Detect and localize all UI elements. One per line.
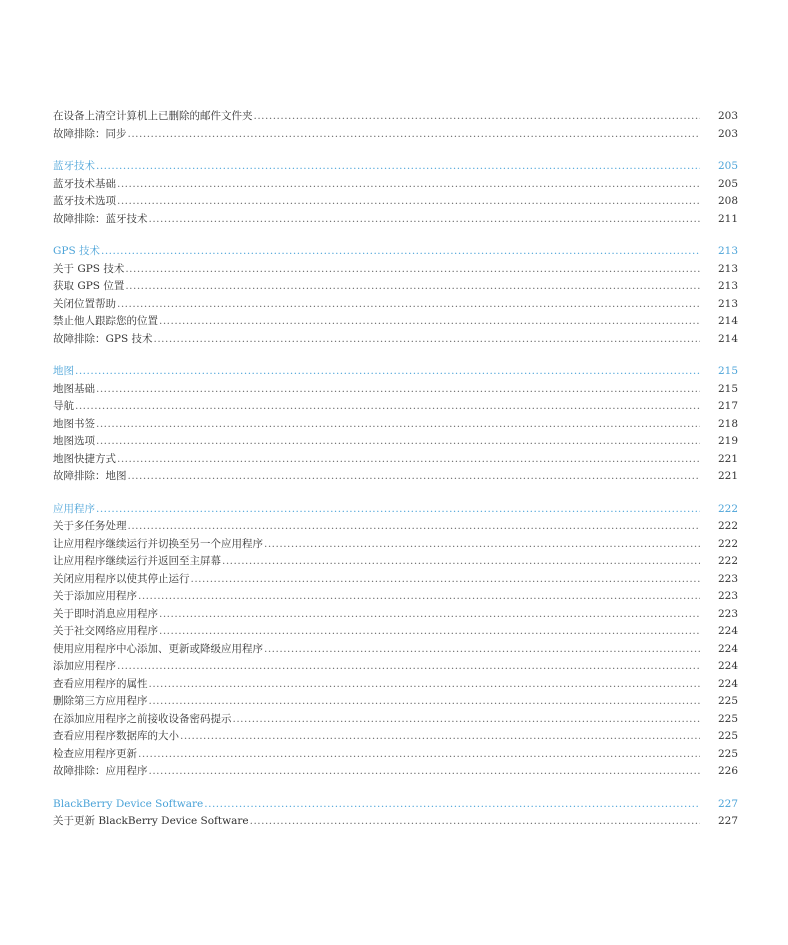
toc-entry-label: 故障排除：地图 xyxy=(53,470,127,482)
toc-entry-label: 地图书签 xyxy=(53,417,95,430)
toc-entry[interactable] xyxy=(53,398,739,416)
toc-entry-label: 导航 xyxy=(53,400,74,412)
toc-entry-label: 蓝牙技术选项 xyxy=(53,195,116,207)
toc-entry-label: 故障排除：GPS 技术 xyxy=(53,332,153,345)
toc-entry-label: 让应用程序继续运行并切换至另一个应用程序 xyxy=(53,537,263,550)
toc-page-number: 224 xyxy=(718,677,739,690)
dot-leader xyxy=(96,433,700,451)
toc-entry[interactable] xyxy=(53,536,739,554)
toc-entry-label: 禁止他人跟踪您的位置 xyxy=(53,315,158,327)
toc-entry-label: 在添加应用程序之前接收设备密码提示 xyxy=(53,712,232,725)
toc-entry[interactable] xyxy=(53,261,739,279)
toc-entry[interactable] xyxy=(53,416,739,434)
toc-page-number: 214 xyxy=(718,315,739,327)
toc-entry-label: 查看应用程序的属性 xyxy=(53,677,148,690)
toc-entry-label: 关于 GPS 技术 xyxy=(53,262,125,275)
toc-entry-label: 地图快捷方式 xyxy=(53,452,116,465)
toc-entry[interactable] xyxy=(53,331,739,349)
toc-entry[interactable] xyxy=(53,176,739,194)
toc-page-number: 225 xyxy=(718,695,739,707)
toc-entry-label: 关闭应用程序以使其停止运行 xyxy=(53,572,190,585)
toc-entry[interactable] xyxy=(53,588,739,606)
toc-entry[interactable] xyxy=(53,126,739,144)
toc-entry[interactable] xyxy=(53,746,739,764)
dot-leader xyxy=(117,451,700,469)
toc-section-device-software xyxy=(53,796,739,831)
toc-page-number: 225 xyxy=(718,730,739,742)
toc-section-applications xyxy=(53,501,739,781)
dot-leader xyxy=(138,746,700,764)
toc-page-number: 222 xyxy=(718,537,739,550)
toc-entry-label: 关于多任务处理 xyxy=(53,520,127,532)
dot-leader xyxy=(159,623,700,641)
dot-leader xyxy=(233,711,701,729)
toc-entry[interactable] xyxy=(53,313,739,331)
dot-leader xyxy=(96,158,700,176)
dot-leader xyxy=(117,176,700,194)
toc-page-number: 205 xyxy=(718,177,739,190)
toc-entry-label: 故障排除：同步 xyxy=(53,127,127,140)
toc-section-heading[interactable] xyxy=(53,796,739,814)
dot-leader xyxy=(222,553,700,571)
toc-entry[interactable] xyxy=(53,693,739,711)
toc-entry[interactable] xyxy=(53,728,739,746)
dot-leader xyxy=(117,658,700,676)
toc-entry[interactable] xyxy=(53,296,739,314)
toc-page-number: 224 xyxy=(718,660,739,672)
dot-leader xyxy=(138,588,700,606)
toc-page-number: 222 xyxy=(718,502,739,515)
toc-entry[interactable] xyxy=(53,763,739,781)
dot-leader xyxy=(149,211,701,229)
toc-page-number: 225 xyxy=(718,712,739,725)
toc-page-number: 215 xyxy=(718,382,739,395)
toc-entry[interactable] xyxy=(53,658,739,676)
toc-section-heading[interactable] xyxy=(53,158,739,176)
table-of-contents xyxy=(53,108,739,831)
dot-leader xyxy=(153,331,700,349)
toc-entry-label: 故障排除：蓝牙技术 xyxy=(53,212,148,225)
toc-page-number: 215 xyxy=(718,365,739,377)
toc-page-number: 213 xyxy=(718,245,739,257)
toc-page-number: 217 xyxy=(718,400,739,412)
toc-section-heading[interactable] xyxy=(53,363,739,381)
toc-page-number: 224 xyxy=(718,642,739,655)
toc-page-number: 223 xyxy=(718,590,739,602)
toc-page-number: 223 xyxy=(718,572,739,585)
toc-entry[interactable] xyxy=(53,278,739,296)
toc-page-number: 226 xyxy=(718,765,739,777)
dot-leader xyxy=(159,313,700,331)
toc-page-number: 221 xyxy=(718,452,739,465)
toc-page-number: 219 xyxy=(718,435,739,447)
dot-leader xyxy=(75,363,700,381)
dot-leader xyxy=(149,763,701,781)
dot-leader xyxy=(128,126,701,144)
dot-leader xyxy=(191,571,701,589)
section-title: 蓝牙技术 xyxy=(53,160,95,172)
toc-entry[interactable] xyxy=(53,571,739,589)
toc-page-number: 205 xyxy=(718,160,739,172)
toc-entry[interactable] xyxy=(53,641,739,659)
dot-leader xyxy=(180,728,700,746)
toc-page-number: 227 xyxy=(718,815,739,827)
section-title: GPS 技术 xyxy=(53,245,100,257)
toc-entry-label: 地图基础 xyxy=(53,382,95,395)
dot-leader xyxy=(125,278,700,296)
toc-entry[interactable] xyxy=(53,676,739,694)
dot-leader xyxy=(128,468,701,486)
toc-page-number: 224 xyxy=(718,625,739,637)
toc-entry[interactable] xyxy=(53,381,739,399)
toc-section-gps xyxy=(53,243,739,348)
toc-entry[interactable] xyxy=(53,108,739,126)
dot-leader xyxy=(128,518,701,536)
toc-entry-label: 故障排除：应用程序 xyxy=(53,765,148,777)
toc-page-number: 221 xyxy=(718,470,739,482)
toc-section-heading[interactable] xyxy=(53,243,739,261)
toc-entry-label: 关于添加应用程序 xyxy=(53,590,137,602)
dot-leader xyxy=(125,261,700,279)
toc-entry-label: 检查应用程序更新 xyxy=(53,747,137,760)
toc-entry-label: 添加应用程序 xyxy=(53,660,116,672)
toc-entry[interactable] xyxy=(53,193,739,211)
dot-leader xyxy=(264,536,700,554)
section-title: BlackBerry Device Software xyxy=(53,797,204,810)
dot-leader xyxy=(75,398,700,416)
dot-leader xyxy=(101,243,700,261)
toc-page-number: 213 xyxy=(718,297,739,310)
toc-entry[interactable] xyxy=(53,433,739,451)
toc-page-number: 222 xyxy=(718,520,739,532)
toc-entry[interactable] xyxy=(53,468,739,486)
toc-entry[interactable] xyxy=(53,553,739,571)
toc-section-maps xyxy=(53,363,739,486)
toc-page-number: 218 xyxy=(718,417,739,430)
dot-leader xyxy=(149,676,701,694)
toc-entry-label: 关于社交网络应用程序 xyxy=(53,625,158,637)
dot-leader xyxy=(96,416,700,434)
dot-leader xyxy=(149,693,701,711)
toc-entry-label: 使用应用程序中心添加、更新或降级应用程序 xyxy=(53,642,263,655)
section-title: 地图 xyxy=(53,365,74,377)
toc-page-number: 225 xyxy=(718,747,739,760)
toc-entry-label: 关于更新 BlackBerry Device Software xyxy=(53,815,249,827)
toc-page-number: 211 xyxy=(718,212,739,225)
dot-leader xyxy=(264,641,700,659)
toc-page-number: 223 xyxy=(718,607,739,620)
toc-entry-label: 查看应用程序数据库的大小 xyxy=(53,730,179,742)
toc-section-bluetooth xyxy=(53,158,739,228)
toc-page-number: 222 xyxy=(718,555,739,567)
dot-leader xyxy=(159,606,700,624)
toc-entry-label: 让应用程序继续运行并返回至主屏幕 xyxy=(53,555,221,567)
toc-entry-label: 关于即时消息应用程序 xyxy=(53,607,158,620)
toc-page-number: 208 xyxy=(718,195,739,207)
toc-entry-label: 在设备上清空计算机上已删除的邮件文件夹 xyxy=(53,110,253,122)
toc-entry-label: 地图选项 xyxy=(53,435,95,447)
dot-leader xyxy=(250,813,700,831)
toc-entry[interactable] xyxy=(53,518,739,536)
toc-page-number: 203 xyxy=(718,110,739,122)
toc-entry-label: 删除第三方应用程序 xyxy=(53,695,148,707)
toc-page-number: 214 xyxy=(718,332,739,345)
toc-entry[interactable] xyxy=(53,711,739,729)
toc-entry-label: 蓝牙技术基础 xyxy=(53,177,116,190)
toc-entry[interactable] xyxy=(53,623,739,641)
toc-entry[interactable] xyxy=(53,813,739,831)
dot-leader xyxy=(96,381,700,399)
toc-section-heading[interactable] xyxy=(53,501,739,519)
toc-entry[interactable] xyxy=(53,606,739,624)
dot-leader xyxy=(254,108,701,126)
toc-entry-label: 获取 GPS 位置 xyxy=(53,280,125,292)
toc-continuation xyxy=(53,108,739,143)
dot-leader xyxy=(204,796,700,814)
section-title: 应用程序 xyxy=(53,502,95,515)
dot-leader xyxy=(96,501,700,519)
toc-page-number: 203 xyxy=(718,127,739,140)
toc-page-number: 227 xyxy=(718,797,739,810)
dot-leader xyxy=(117,193,700,211)
toc-entry[interactable] xyxy=(53,211,739,229)
toc-page-number: 213 xyxy=(718,280,739,292)
toc-entry-label: 关闭位置帮助 xyxy=(53,297,116,310)
toc-entry[interactable] xyxy=(53,451,739,469)
toc-page-number: 213 xyxy=(718,262,739,275)
dot-leader xyxy=(117,296,700,314)
